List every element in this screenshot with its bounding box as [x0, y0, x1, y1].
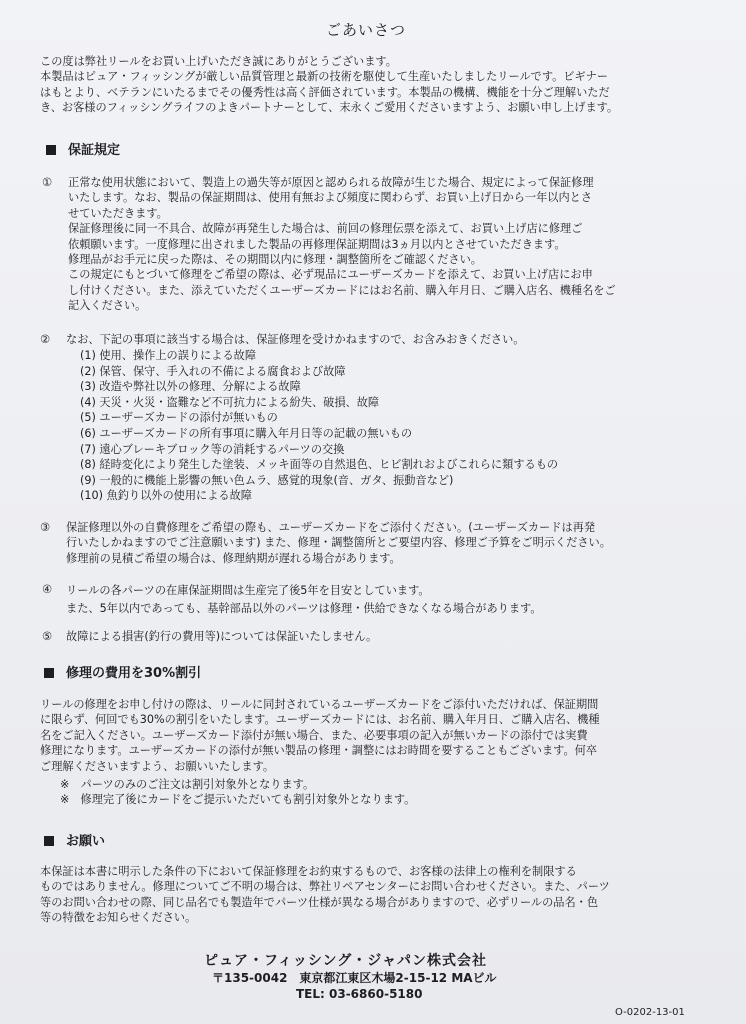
exclusion-item: (10) 魚釣り以外の使用による故障	[80, 489, 252, 503]
warranty-heading-text: 保証規定	[68, 143, 121, 158]
request-heading	[44, 830, 105, 849]
warranty-item-1	[68, 175, 616, 314]
discount-note: ※ パーツのみのご注文は割引対象外となります。	[60, 778, 315, 791]
warranty-item-4-number: ④	[42, 583, 53, 596]
company-name: ピュア・フィッシング・ジャパン株式会社	[204, 953, 487, 969]
item-line: 記入ください。	[68, 299, 147, 313]
intro-line: この度は弊社リールをお買い上げいただき誠にありがとうございます。	[40, 55, 397, 68]
discount-line: に限らず、何回でも30%の割引をいたします。ユーザーズカードには、お名前、購入年月日、ご購入店名、機種	[40, 713, 600, 727]
intro-line: はもとより、ベテランにいたるまでその優秀性は高く評価されています。本製品の機構、機能を十分ご理解いただ	[40, 85, 610, 99]
item-line: 行いたしかねますのでご注意願います) また、修理・調整箇所とご要望内容、修理ご予算をご明示ください。	[66, 536, 611, 550]
item-line: 修理品がお手元に戻った際は、その期間以内に修理・調整箇所をご確認ください。	[68, 253, 482, 267]
discount-paragraph	[40, 697, 600, 774]
exclusion-item: (2) 保管、保守、手入れの不備による腐食および故障	[80, 364, 346, 378]
discount-line: ご理解くださいますよう、お願いいたします。	[40, 759, 275, 773]
item-line: し付けください。また、添えていただくユーザーズカードにはお名前、購入年月日、ご購入店名、機種名をご	[68, 283, 616, 297]
exclusion-item: (1) 使用、操作上の誤りによる故障	[80, 349, 257, 362]
discount-line: リールの修理をお申し付けの際は、リールに同封されているユーザーズカードをご添付いただければ、保証期間	[40, 698, 599, 711]
exclusion-item: (7) 遠心ブレーキブロック等の消耗するパーツの交換	[80, 442, 345, 456]
exclusion-item: (6) ユーザーズカードの所有事項に購入年月日等の記載の無いもの	[80, 426, 413, 440]
discount-line: 修理になります。ユーザーズカードの添付が無い製品の修理・調整にはお時間を要することもございます。何卒	[40, 744, 598, 758]
exclusion-list	[80, 348, 558, 504]
square-bullet-icon	[44, 836, 54, 846]
item-line: 依頼願います。一度修理に出されました製品の再修理保証期間は3ヵ月以内とさせていただきます。	[68, 237, 566, 251]
warranty-item-2-number: ②	[40, 333, 51, 346]
intro-line: 本製品はピュア・フィッシングが厳しい品質管理と最新の技術を駆使して生産いたしましたリールです。ビギナー	[40, 70, 609, 84]
item-line: 保証修理後に同一不具合、故障が再発生した場合は、前回の修理伝票を添えて、お買い上げ店に修理ご	[68, 222, 583, 236]
request-heading-text: お願い	[66, 834, 106, 849]
item-line: 修理前の見積ご希望の場合は、修理納期が遅れる場合があります。	[66, 551, 401, 565]
item-line: この規定にもとづいて修理をご希望の際は、必ず現品にユーザーズカードを添えて、お買い上げ店にお申	[68, 268, 593, 282]
discount-heading	[44, 662, 201, 681]
request-line: 本保証は本書に明示した条件の下において保証修理をお約束するもので、お客様の法律上の権利を制限する	[40, 865, 577, 878]
company-phone: TEL: 03-6860-5180	[296, 987, 423, 1001]
discount-notes	[60, 777, 415, 808]
warranty-item-5-number: ⑤	[42, 630, 53, 643]
item-line: 保証修理以外の自費修理をご希望の際も、ユーザーズカードをご添付ください。(ユーザーズカードは再発	[66, 521, 596, 534]
request-paragraph	[40, 864, 610, 926]
company-address: 〒135-0042 東京都江東区木場2-15-12 MAビル	[212, 971, 497, 985]
warranty-item-3-number: ③	[40, 521, 51, 534]
warranty-item-4	[66, 582, 542, 618]
page-title: ごあいさつ	[326, 21, 407, 39]
warranty-item-1-number: ①	[42, 176, 53, 189]
request-line: 等の特徴をお知らせください。	[40, 911, 197, 925]
item-line: 正常な使用状態において、製造上の過失等が原因と認められる故障が生じた場合、規定によって保証修理	[68, 176, 594, 189]
exclusion-item: (5) ユーザーズカードの添付が無いもの	[80, 411, 278, 425]
exclusion-item: (8) 経時変化により発生した塗装、メッキ面等の自然退色、ヒビ割れおよびこれらに類するもの	[80, 458, 559, 472]
discount-heading-text: 修理の費用を30%割引	[66, 666, 202, 681]
discount-note: ※ 修理完了後にカードをご提示いただいても割引対象外となります。	[60, 793, 416, 807]
item-line: また、5年以内であっても、基幹部品以外のパーツは修理・供給できなくなる場合があります。	[66, 602, 542, 615]
request-line: ものではありません。修理についてご不明の場合は、弊社リペアセンターにお問い合わせください。また、パーツ	[40, 880, 610, 894]
square-bullet-icon	[44, 668, 54, 678]
exclusion-item: (3) 改造や弊社以外の修理、分解による故障	[80, 380, 301, 394]
exclusion-item: (9) 一般的に機能上影響の無い色ムラ、感覚的現象(音、ガタ、振動音など)	[80, 473, 454, 487]
exclusion-item: (4) 天災・火災・盗難など不可抗力による紛失、破損、故障	[80, 395, 380, 409]
warranty-item-2-lead: なお、下記の事項に該当する場合は、保証修理を受けかねますので、お含みおきください。	[66, 333, 525, 346]
request-line: 等のお問い合わせの際、同じ品名でも製造年でパーツ仕様が異なる場合がありますので、必ずリールの品名・色	[40, 895, 599, 909]
item-line: いたします。なお、製品の保証期間は、使用有無および頻度に関わらず、お買い上げ日から一年以内とさ	[68, 191, 593, 205]
intro-paragraph	[40, 54, 618, 116]
square-bullet-icon	[46, 145, 56, 155]
document-code: O-0202-13-01	[615, 1007, 685, 1018]
discount-line: 名をご記入ください。ユーザーズカード添付が無い場合、また、必要事項の記入が無いカードの添付では実費	[40, 728, 588, 742]
warranty-item-5-text: 故障による損害(釣行の費用等)については保証いたしません。	[66, 630, 378, 643]
item-line: せていただきます。	[68, 206, 168, 220]
warranty-item-3	[66, 520, 611, 566]
warranty-heading	[46, 139, 120, 158]
item-line: リールの各パーツの在庫保証期間は生産完了後5年を目安としています。	[66, 584, 430, 597]
intro-line: き、お客様のフィッシングライフのよきパートナーとして、末永くご愛用くださいますよう、お願い申し上げます。	[40, 101, 619, 115]
